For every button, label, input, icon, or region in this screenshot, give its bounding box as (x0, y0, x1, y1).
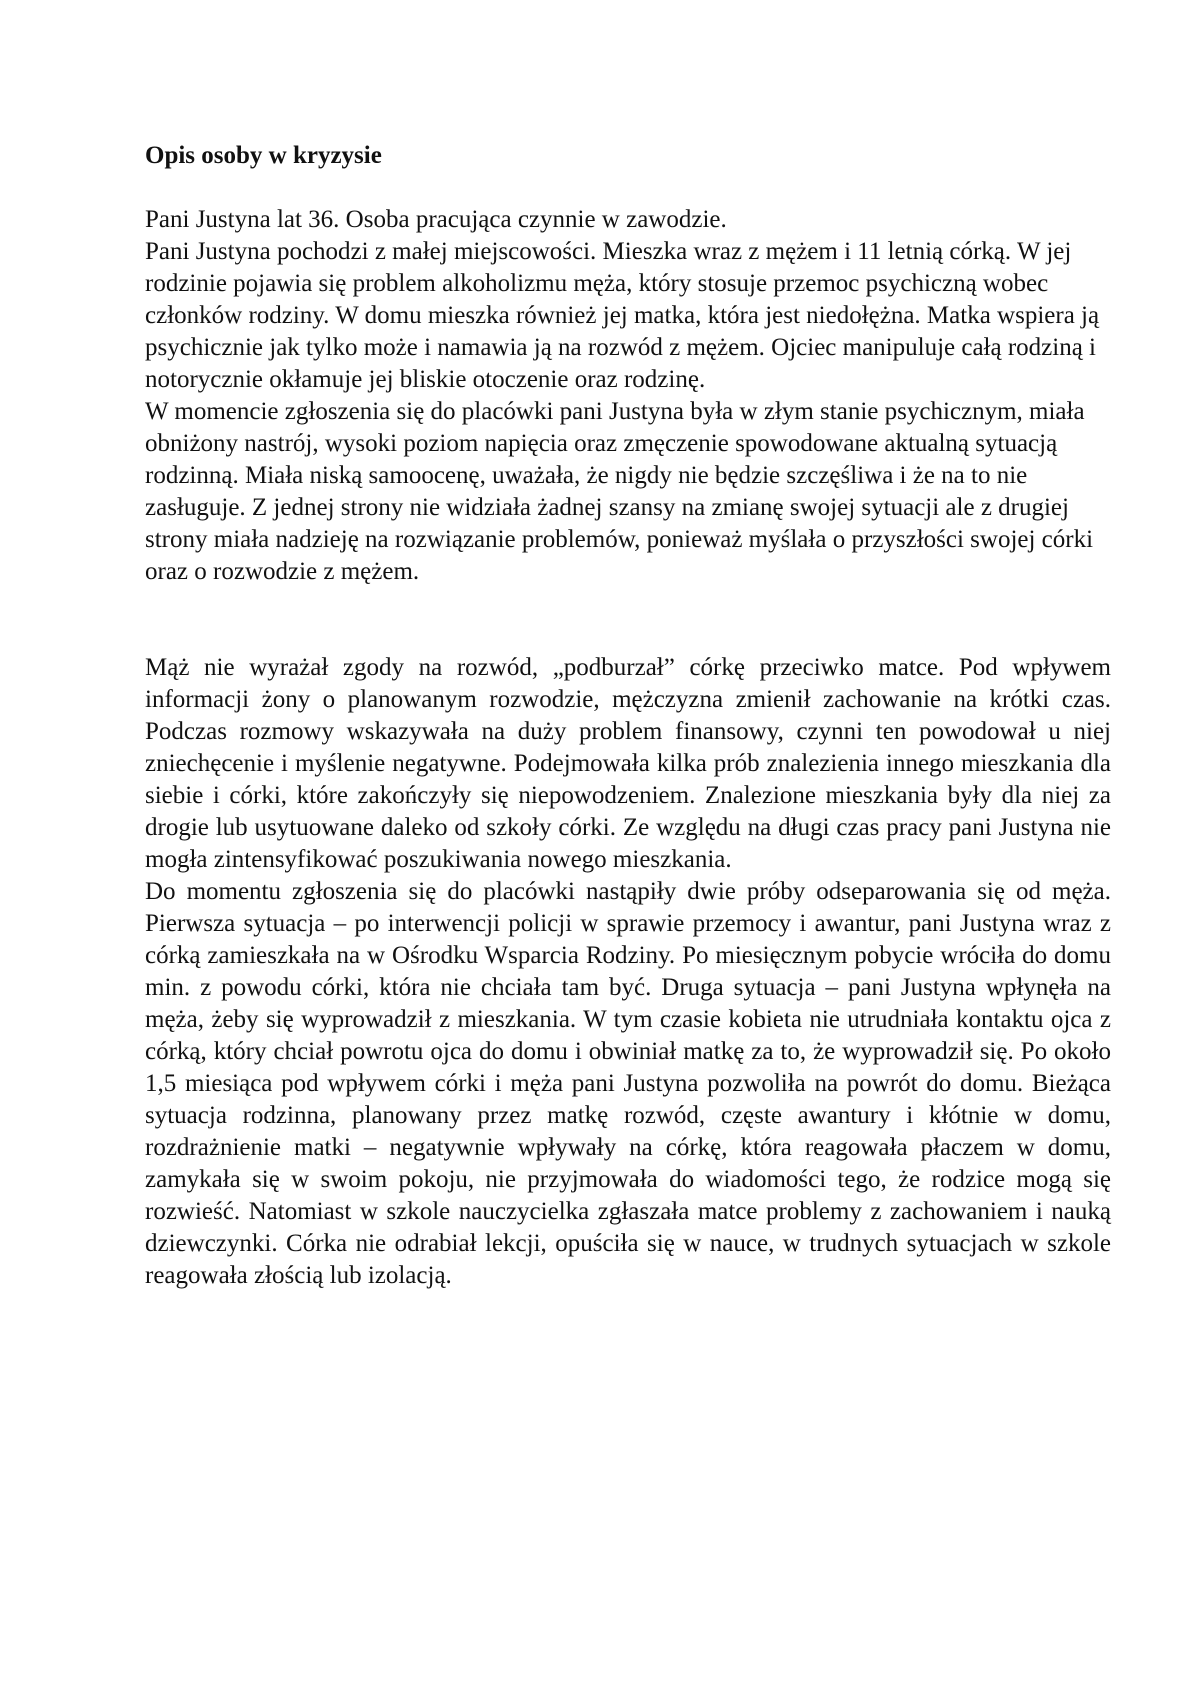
intro-paragraph-1: Pani Justyna pochodzi z małej miejscowości. Mieszka wraz z mężem i 11 letnią córką. W jej rodzinie pojawia się problem alkoholizmu męża, który stosuje przemoc psychiczną wobec członków rodziny. W domu mieszka również jej matka, która jest niedołężna. Matka wspiera ją psychicznie jak tylko może i namawia ją na rozwód z mężem. Ojciec manipuluje całą rodziną i notorycznie okłamuje jej bliskie otoczenie oraz rodzinę. (145, 238, 1100, 393)
paragraph-spacer (145, 588, 1111, 652)
document-title: Opis osoby w kryzysie (145, 142, 382, 169)
intro-line: Pani Justyna lat 36. Osoba pracująca czynnie w zawodzie. (145, 206, 727, 233)
intro-paragraph-2: W momencie zgłoszenia się do placówki pani Justyna była w złym stanie psychicznym, miała obniżony nastrój, wysoki poziom napięcia oraz zmęczenie spowodowane aktualną sytuacją rodzinną. Miała niską samoocenę, uważała, że nigdy nie będzie szczęśliwa i że na to nie zasługuje. Z jednej strony nie widziała żadnej szansy na zmianę swojej sytuacji ale z drugiej strony miała nadzieję na rozwiązanie problemów, ponieważ myślała o przyszłości swojej córki oraz o rozwodzie z mężem. (145, 398, 1094, 585)
document-content (145, 140, 1111, 1292)
body-paragraph-1: Mąż nie wyrażał zgody na rozwód, „podburzał” córkę przeciwko matce. Pod wpływem informacji żony o planowanym rozwodzie, mężczyzna zmienił zachowanie na krótki czas. Podczas rozmowy wskazywała na duży problem finansowy, czynni ten powodował u niej zniechęcenie i myślenie negatywne. Podejmowała kilka prób znalezienia innego mieszkania dla siebie i córki, które zakończyły się niepowodzeniem. Znalezione mieszkania były dla niej za drogie lub usytuowane daleko od szkoły córki. Ze względu na długi czas pracy pani Justyna nie mogła zintensyfikować poszukiwania nowego mieszkania. (145, 654, 1111, 873)
body-paragraph-2: Do momentu zgłoszenia się do placówki nastąpiły dwie próby odseparowania się od męża. Pierwsza sytuacja – po interwencji policji w sprawie przemocy i awantur, pani Justyna wraz z córką zamieszkała na w Ośrodku Wsparcia Rodziny. Po miesięcznym pobycie wróciła do domu min. z powodu córki, która nie chciała tam być. Druga sytuacja – pani Justyna wpłynęła na męża, żeby się wyprowadził z mieszkania. W tym czasie kobieta nie utrudniała kontaktu ojca z córką, który chciał powrotu ojca do domu i obwiniał matkę za to, że wyprowadził się. Po około 1,5 miesiąca pod wpływem córki i męża pani Justyna pozwoliła na powrót do domu. Bieżąca sytuacja rodzinna, planowany przez matkę rozwód, częste awantury i kłótnie w domu, rozdrażnienie matki – negatywnie wpływały na córkę, która reagowała płaczem w domu, zamykała się w swoim pokoju, nie przyjmowała do wiadomości tego, że rodzice mogą się rozwieść. Natomiast w szkole nauczycielka zgłaszała matce problemy z zachowaniem i nauką dziewczynki. Córka nie odrabiał lekcji, opuściła się w nauce, w trudnych sytuacjach w szkole reagowała złością lub izolacją. (145, 878, 1111, 1289)
